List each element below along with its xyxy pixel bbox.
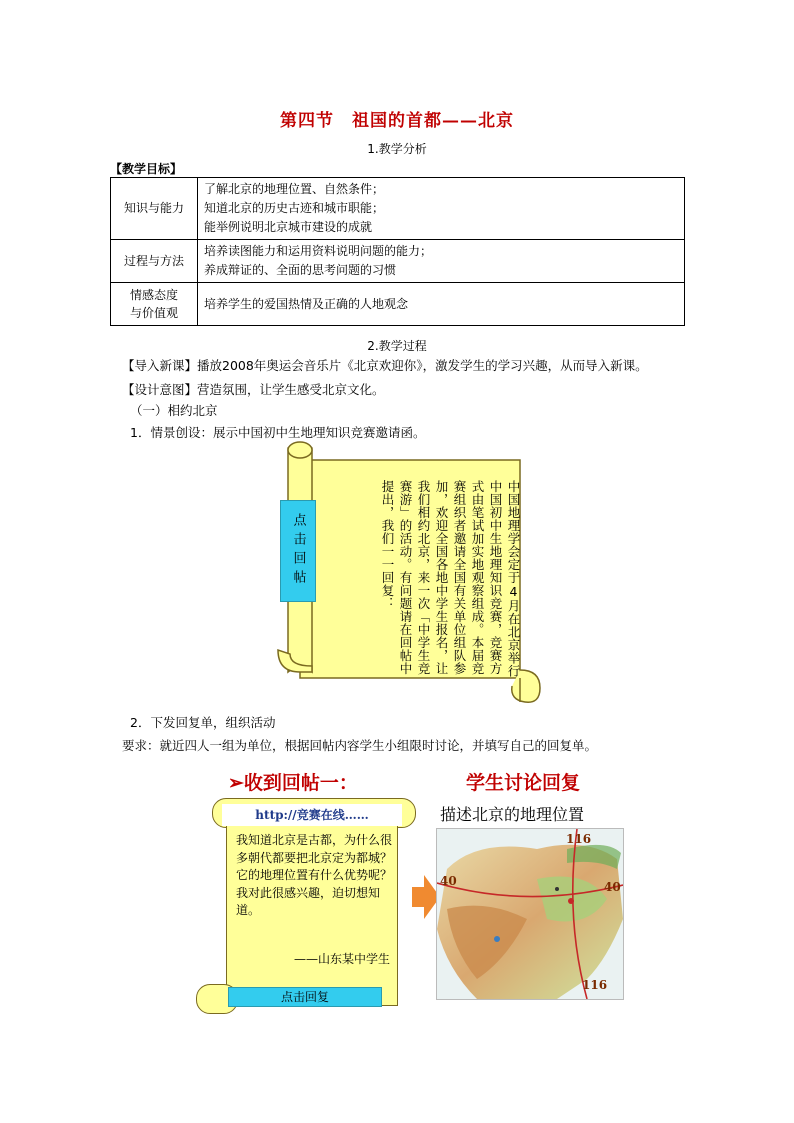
longitude-label-top: 116 <box>566 832 592 846</box>
section-teaching-process: 2.教学过程 <box>367 339 427 353</box>
goal-head-knowledge: 知识与能力 <box>111 178 198 240</box>
goals-table <box>110 177 685 326</box>
step-1: 1．情景创设：展示中国初中生地理知识竞赛邀请函。 <box>130 425 426 440</box>
discussion-heading: 学生讨论回复 <box>466 772 581 794</box>
goal-line: 培养学生的爱国热情及正确的人地观念 <box>204 296 409 311</box>
latitude-label-right: 40 <box>604 880 621 894</box>
goal-head-emotion: 情感态度 与价值观 <box>111 283 198 326</box>
page-title: 第四节 祖国的首都——北京 <box>280 111 514 131</box>
goal-line: 了解北京的地理位置、自然条件； <box>204 182 385 196</box>
goal-line: 知道北京的历史古迹和城市职能； <box>204 201 385 215</box>
goal-line: 能举例说明北京城市建设的成就 <box>204 220 373 234</box>
post-signature: ——山东某中学生 <box>293 952 390 966</box>
step-2: 2．下发回复单，组织活动 <box>130 715 276 730</box>
part-heading: （一）相约北京 <box>130 403 218 418</box>
longitude-label-bottom: 116 <box>582 978 608 992</box>
received-post-heading: ➢收到回帖一： <box>228 772 358 794</box>
goals-label: 【教学目标】 <box>110 162 183 176</box>
goal-head-process: 过程与方法 <box>111 240 198 283</box>
section-teaching-analysis: 1.教学分析 <box>367 142 427 156</box>
table-row <box>111 240 685 283</box>
table-row <box>111 178 685 240</box>
design-paragraph: 【设计意图】营造氛围，让学生感受北京文化。 <box>122 382 385 397</box>
post-text: 我知道北京是古都，为什么很多朝代都要把北京定为都城？它的地理位置有什么优势呢？我对此很感兴趣，迫切想知道。 <box>236 833 393 917</box>
reply-post-button[interactable]: 点击回帖 <box>280 500 316 602</box>
invitation-text: 中国地理学会定于4月在北京举行中国初中生地理知识竞赛，竞赛方式由笔试加实地观察组成。本届竞赛组织者邀请全国有关单位组队参加，欢迎全国各地中学生报名，让我们相约北京，来一次「中学生竞赛游」的活动。有问题请在回帖中提出，我们一一回复： <box>380 480 521 678</box>
latitude-label-left: 40 <box>440 874 457 888</box>
map-title: 描述北京的地理位置 <box>440 805 585 824</box>
table-row <box>111 283 685 326</box>
china-map <box>436 828 624 1000</box>
requirement-paragraph: 要求：就近四人一组为单位，根据回帖内容学生小组限时讨论，并填写自己的回复单。 <box>122 738 598 753</box>
intro-paragraph: 【导入新课】播放2008年奥运会音乐片《北京欢迎你》，激发学生的学习兴趣，从而导入新课。 <box>122 358 648 373</box>
reply-button[interactable]: 点击回复 <box>228 987 382 1007</box>
goal-line: 培养读图能力和运用资料说明问题的能力； <box>204 244 433 258</box>
goal-line: 养成辩证的、全面的思考问题的习惯 <box>204 263 397 277</box>
url-bar: http://竞赛在线…… <box>222 804 402 826</box>
